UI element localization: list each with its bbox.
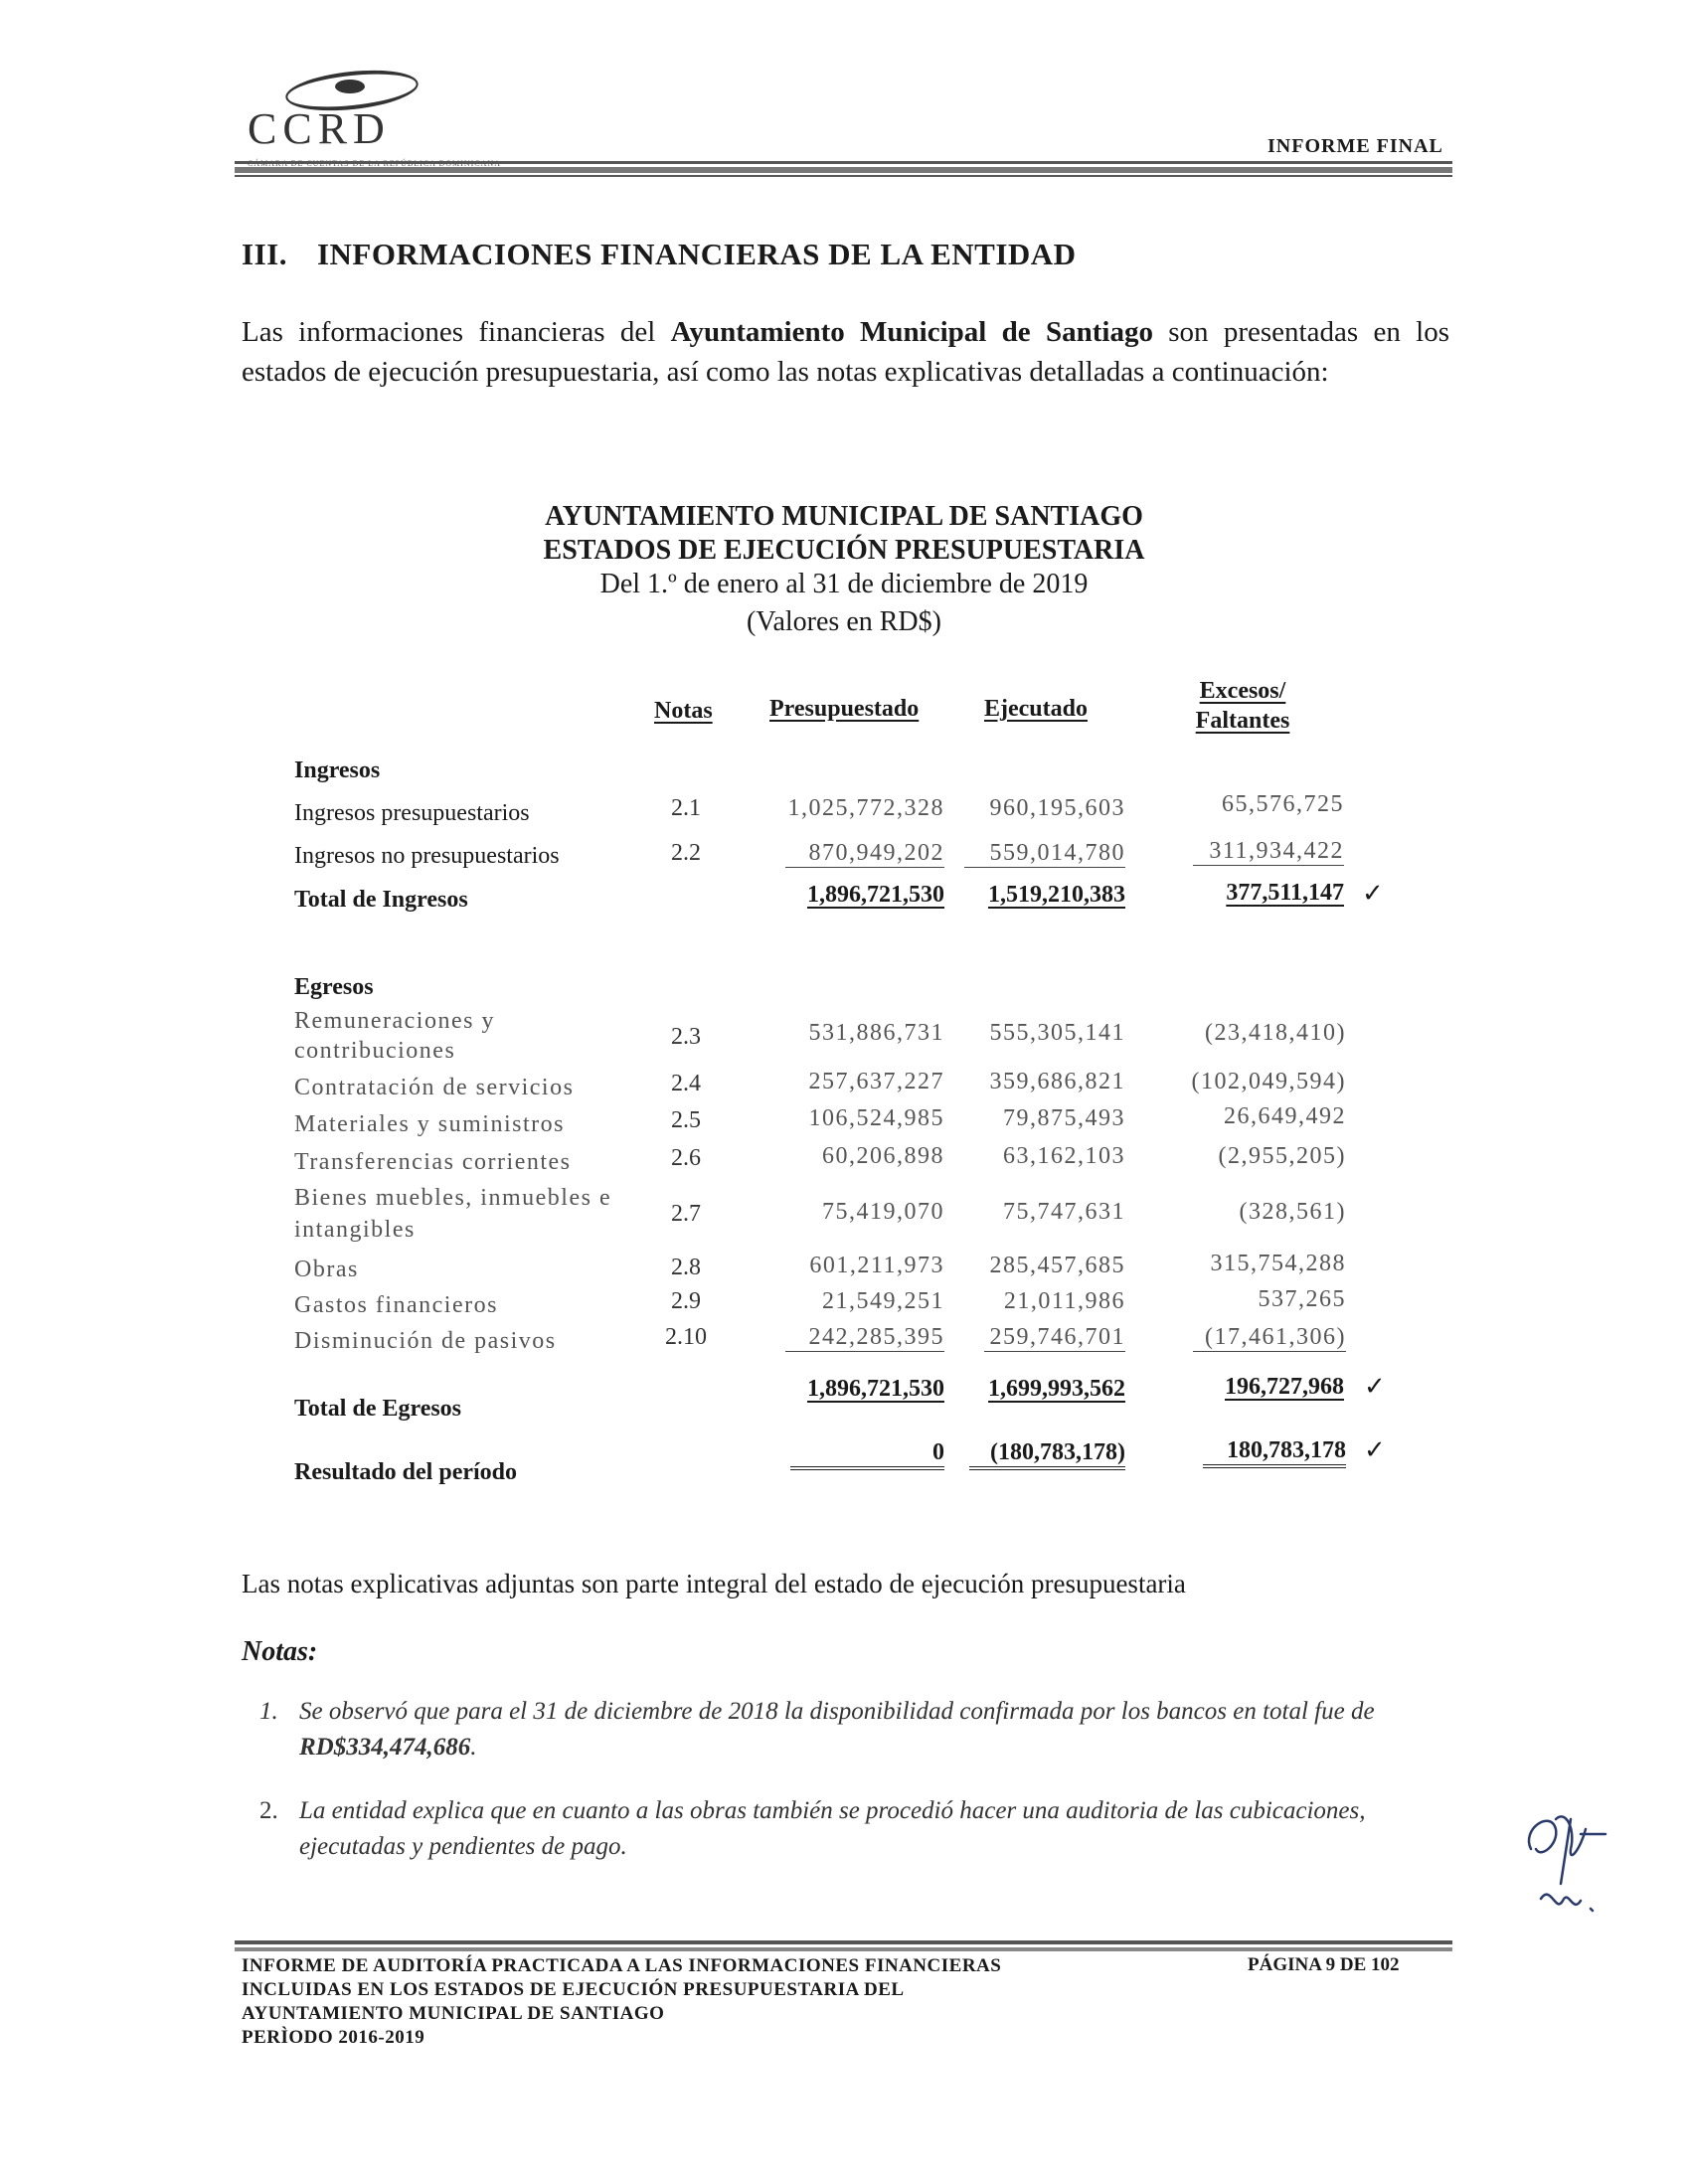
row-ejecutado: 79,875,493 xyxy=(1003,1105,1125,1131)
statement-entity: AYUNTAMIENTO MUNICIPAL DE SANTIAGO xyxy=(545,501,1143,532)
row-nota: 2.5 xyxy=(671,1107,701,1133)
row-excesos: (102,049,594) xyxy=(1191,1069,1346,1094)
footer-line: INFORME DE AUDITORÍA PRACTICADA A LAS INFORMACIONES FINANCIERAS xyxy=(242,1955,1002,1976)
row-ejecutado: 285,457,685 xyxy=(989,1253,1125,1278)
row-label: Bienes muebles, inmuebles e xyxy=(294,1185,612,1211)
resultado-presupuestado: 0 xyxy=(790,1439,944,1470)
row-ejecutado: 75,747,631 xyxy=(1003,1199,1125,1225)
row-nota: 2.4 xyxy=(671,1071,701,1096)
statement-period: Del 1.º de enero al 31 de diciembre de 2019 xyxy=(599,569,1089,599)
row-nota: 2.2 xyxy=(671,840,701,866)
col-excesos: Excesos/ xyxy=(1199,678,1286,704)
total-ingresos-presupuestado: 1,896,721,530 xyxy=(807,882,944,908)
row-excesos: (2,955,205) xyxy=(1218,1143,1346,1169)
row-presupuestado: 75,419,070 xyxy=(822,1199,944,1225)
intro-text: Las informaciones financieras del xyxy=(242,316,671,348)
total-egresos-excesos: 196,727,968 xyxy=(1225,1374,1344,1400)
closing-text: Las notas explicativas adjuntas son parte integral del estado de ejecución presupuestaria xyxy=(242,1569,1186,1598)
col-ejecutado: Ejecutado xyxy=(984,696,1088,722)
row-label: Transferencias corrientes xyxy=(294,1149,572,1175)
footer-rule xyxy=(235,1940,1452,1944)
intro-paragraph xyxy=(242,312,1449,392)
note-text xyxy=(299,1694,1449,1765)
total-egresos-label: Total de Egresos xyxy=(294,1396,462,1422)
col-faltantes: Faltantes xyxy=(1195,708,1290,734)
row-nota: 2.1 xyxy=(671,795,701,821)
row-nota: 2.7 xyxy=(671,1201,701,1227)
row-presupuestado: 1,025,772,328 xyxy=(787,795,944,821)
total-egresos-presupuestado: 1,896,721,530 xyxy=(807,1376,944,1402)
header-rule xyxy=(235,161,1452,164)
footer-rule xyxy=(235,1947,1452,1951)
row-label: Ingresos presupuestarios xyxy=(294,800,530,826)
resultado-label: Resultado del período xyxy=(294,1459,518,1485)
row-ejecutado: 259,746,701 xyxy=(984,1324,1125,1352)
ingresos-heading: Ingresos xyxy=(294,757,381,783)
row-presupuestado: 106,524,985 xyxy=(808,1105,944,1131)
row-ejecutado: 359,686,821 xyxy=(989,1069,1125,1094)
footer-text xyxy=(242,1954,1001,2050)
footer-line: AYUNTAMIENTO MUNICIPAL DE SANTIAGO xyxy=(242,2003,665,2024)
row-nota: 2.10 xyxy=(665,1324,707,1350)
statement-name: ESTADOS DE EJECUCIÓN PRESUPUESTARIA xyxy=(543,535,1145,566)
row-presupuestado: 257,637,227 xyxy=(808,1069,944,1094)
header-label: INFORME FINAL xyxy=(1267,135,1443,157)
check-icon: ✓ xyxy=(1364,1435,1386,1464)
row-excesos: 26,649,492 xyxy=(1224,1103,1346,1129)
row-presupuestado: 870,949,202 xyxy=(785,840,944,868)
logo-text: CCRD xyxy=(248,104,391,153)
intro-entity: Ayuntamiento Municipal de Santiago xyxy=(670,316,1153,348)
row-nota: 2.8 xyxy=(671,1255,701,1280)
logo-dot-icon xyxy=(335,80,365,93)
row-excesos: 315,754,288 xyxy=(1210,1251,1346,1276)
row-excesos: (328,561) xyxy=(1239,1199,1346,1225)
row-excesos: (17,461,306) xyxy=(1193,1324,1346,1352)
col-notas: Notas xyxy=(654,698,713,724)
resultado-excesos: 180,783,178 xyxy=(1203,1437,1346,1468)
egresos-heading: Egresos xyxy=(294,974,374,1000)
row-ejecutado: 960,195,603 xyxy=(989,795,1125,821)
footer-line: PERÌODO 2016-2019 xyxy=(242,2027,425,2048)
row-label: Remuneraciones y xyxy=(294,1008,495,1034)
section-heading: INFORMACIONES FINANCIERAS DE LA ENTIDAD xyxy=(316,237,1077,271)
intro-text: son presentadas en los estados de ejecución presupuestaria, así como las notas explicativas detalladas a continuación: xyxy=(242,316,1449,388)
note-text-part: Se observó que para el 31 de diciembre de 2018 la disponibilidad confirmada por los bancos en total fue de xyxy=(299,1698,1375,1725)
row-label: Materiales y suministros xyxy=(294,1111,565,1137)
row-label-cont: contribuciones xyxy=(294,1038,456,1064)
row-nota: 2.6 xyxy=(671,1145,701,1171)
notas-title: Notas: xyxy=(242,1636,318,1667)
row-presupuestado: 531,886,731 xyxy=(808,1020,944,1046)
note-text xyxy=(299,1793,1449,1865)
row-excesos: 311,934,422 xyxy=(1193,838,1344,866)
header-rule xyxy=(235,167,1452,173)
note-amount: RD$334,474,686 xyxy=(299,1734,471,1761)
note-text-part: La entidad explica que en cuanto a las obras también se procedió hacer una auditoria de las cubicaciones, ejecutadas y pendientes de pago. xyxy=(299,1797,1366,1860)
total-ingresos-ejecutado: 1,519,210,383 xyxy=(988,882,1125,908)
row-nota: 2.3 xyxy=(671,1024,701,1050)
statement-units: (Valores en RD$) xyxy=(747,606,941,637)
note-number: 2. xyxy=(259,1797,278,1824)
total-ingresos-excesos: 377,511,147 xyxy=(1226,880,1344,906)
footer-line: INCLUIDAS EN LOS ESTADOS DE EJECUCIÓN PRESUPUESTARIA DEL xyxy=(242,1979,905,2000)
row-excesos: 65,576,725 xyxy=(1222,791,1344,817)
row-presupuestado: 21,549,251 xyxy=(822,1288,944,1314)
row-excesos: (23,418,410) xyxy=(1205,1020,1346,1046)
note-text-part: . xyxy=(470,1734,477,1761)
check-icon: ✓ xyxy=(1364,1372,1386,1401)
row-label: Ingresos no presupuestarios xyxy=(294,843,560,869)
row-presupuestado: 601,211,973 xyxy=(809,1253,944,1278)
row-ejecutado: 21,011,986 xyxy=(1003,1288,1125,1314)
row-label: Gastos financieros xyxy=(294,1292,498,1318)
header-rule xyxy=(235,175,1452,177)
section-title xyxy=(242,237,1077,272)
row-label: Obras xyxy=(294,1257,359,1282)
resultado-ejecutado: (180,783,178) xyxy=(969,1439,1125,1470)
row-label-cont: intangibles xyxy=(294,1217,416,1243)
check-icon: ✓ xyxy=(1362,879,1384,908)
total-egresos-ejecutado: 1,699,993,562 xyxy=(988,1376,1125,1402)
note-item xyxy=(242,1694,1449,1765)
note-number: 1. xyxy=(259,1698,278,1725)
total-ingresos-label: Total de Ingresos xyxy=(294,887,468,913)
row-ejecutado: 559,014,780 xyxy=(964,840,1125,868)
row-ejecutado: 555,305,141 xyxy=(989,1020,1125,1046)
row-excesos: 537,265 xyxy=(1258,1286,1346,1312)
row-label: Contratación de servicios xyxy=(294,1075,575,1100)
note-item xyxy=(242,1793,1449,1865)
row-presupuestado: 60,206,898 xyxy=(822,1143,944,1169)
row-ejecutado: 63,162,103 xyxy=(1003,1143,1125,1169)
page-number: PÁGINA 9 DE 102 xyxy=(1248,1954,1400,1975)
section-number: III. xyxy=(242,237,287,271)
row-nota: 2.9 xyxy=(671,1288,701,1314)
row-label: Disminución de pasivos xyxy=(294,1328,557,1354)
col-presupuestado: Presupuestado xyxy=(769,696,920,722)
handwritten-initials-icon xyxy=(1511,1789,1630,1929)
row-presupuestado: 242,285,395 xyxy=(785,1324,944,1352)
